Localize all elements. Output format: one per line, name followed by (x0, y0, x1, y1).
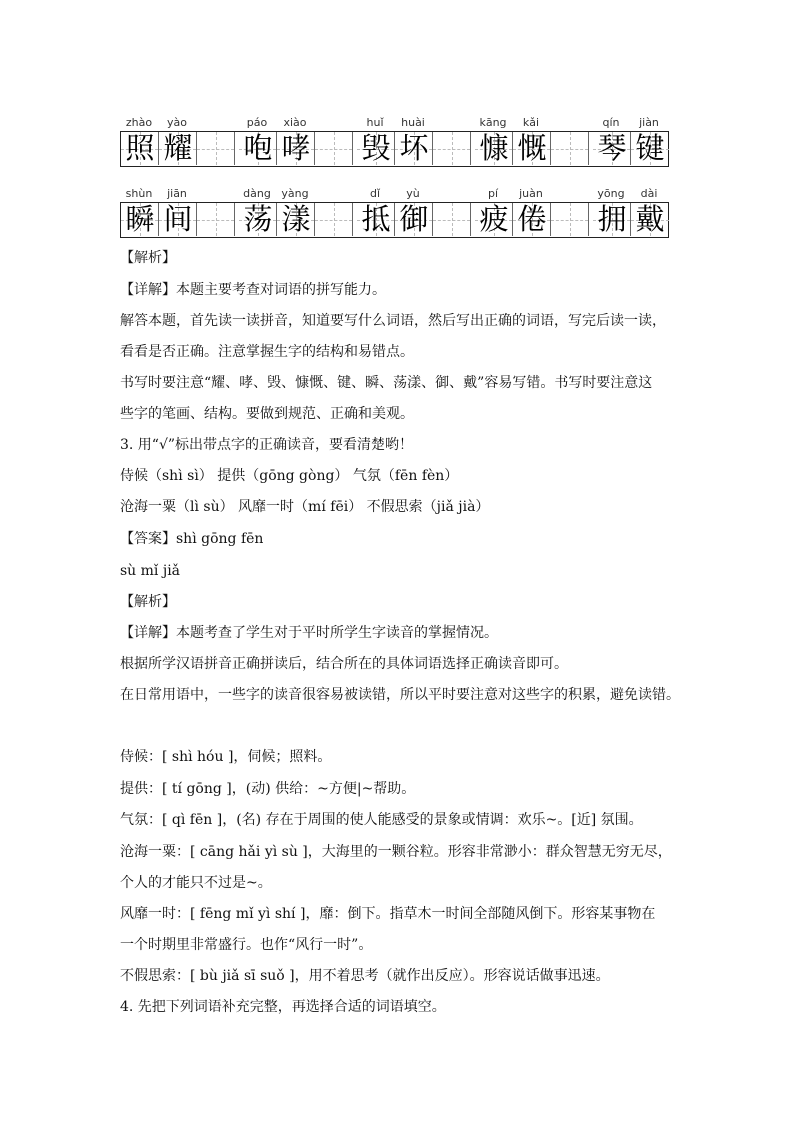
grid-cell (593, 132, 631, 165)
hanzi: 御 (399, 202, 429, 236)
pinyin: jiān (167, 187, 187, 200)
hanzi: 咆 (243, 131, 273, 165)
hanzi: 抵 (361, 202, 391, 236)
definition-line: 提供：[ tí gōng ]，(动) 供给：~方便|~帮助。 (120, 781, 416, 797)
grid-cell (239, 203, 277, 236)
grid-cell (197, 132, 235, 165)
grid-cell (121, 203, 159, 236)
definition-line: 个人的才能只不过是~。 (120, 875, 272, 891)
hanzi: 哮 (281, 131, 311, 165)
question-options-row-2: 沧海一粟（lì sù） 风靡一时（mí fēi） 不假思索（jiǎ jià） (120, 499, 490, 515)
pinyin: huǐ (366, 116, 384, 129)
grid-cell (315, 132, 353, 165)
grid-cell (593, 203, 631, 236)
definition-line: 气氛：[ qì fēn ]，(名) 存在于周围的使人能感受的景象或情调：欢乐~。[近] 氛围。 (120, 812, 643, 828)
grid-cell (239, 132, 277, 165)
hanzi: 键 (635, 131, 665, 165)
character-box-row (120, 131, 669, 167)
grid-cell (315, 203, 353, 236)
explanation-line: 根据所学汉语拼音正确拼读后，结合所在的具体词语选择正确读音即可。 (120, 656, 568, 672)
hanzi: 瞬 (125, 202, 155, 236)
grid-cell (631, 203, 669, 236)
pinyin: huài (401, 116, 425, 129)
hanzi: 照 (125, 131, 155, 165)
grid-cell (475, 203, 513, 236)
pinyin: yào (167, 116, 187, 129)
grid-cell (551, 132, 589, 165)
section-label: 【解析】 (120, 250, 176, 266)
pinyin: yù (406, 187, 420, 200)
hanzi: 慨 (517, 131, 547, 165)
pinyin: juàn (519, 187, 543, 200)
definition-line: 不假思索：[ bù jiǎ sī suǒ ]，用不着思考（就作出反应）。形容说话做事迅速。 (120, 968, 610, 984)
section-label: 【解析】 (120, 594, 176, 610)
hanzi: 慷 (479, 131, 509, 165)
pinyin: kāng (479, 116, 507, 129)
pinyin: dǐ (369, 187, 381, 200)
pinyin: páo (246, 116, 268, 129)
pinyin: qín (602, 116, 620, 129)
hanzi: 琴 (597, 131, 627, 165)
hanzi: 疲 (479, 202, 509, 236)
definition-line: 风靡一时：[ fēng mǐ yì shí ]，靡：倒下。指草木一时间全部随风倒下。形容某事物在 (120, 906, 656, 922)
grid-cell (395, 203, 433, 236)
pinyin: yàng (281, 187, 309, 200)
grid-cell (513, 203, 551, 236)
hanzi: 戴 (635, 202, 665, 236)
grid-cell (197, 203, 235, 236)
definition-line: 一个时期里非常盛行。也作“风行一时”。 (120, 937, 373, 953)
definition-line: 沧海一粟：[ cāng hǎi yì sù ]，大海里的一颗谷粒。形容非常渺小：群众智慧无穷无尽， (120, 844, 672, 860)
pinyin: jiàn (639, 116, 659, 129)
pinyin: yōng (597, 187, 625, 200)
question-3: 3. 用“√”标出带点字的正确读音，要看清楚哟！ (120, 437, 414, 453)
grid-cell (121, 132, 159, 165)
question-options-row-1: 侍候（shì sì） 提供（gōng gòng） 气氛（fēn fèn） (120, 468, 459, 484)
grid-cell (475, 132, 513, 165)
grid-cell (159, 203, 197, 236)
hanzi: 毁 (361, 131, 391, 165)
pinyin: xiào (283, 116, 307, 129)
grid-cell (513, 132, 551, 165)
hanzi: 拥 (597, 202, 627, 236)
grid-cell (631, 132, 669, 165)
grid-cell (551, 203, 589, 236)
explanation-line: 【详解】本题主要考查对词语的拼写能力。 (120, 282, 386, 298)
hanzi: 漾 (281, 202, 311, 236)
hanzi: 耀 (163, 131, 193, 165)
explanation-line: 解答本题，首先读一读拼音，知道要写什么词语，然后写出正确的词语，写完后读一读， (120, 313, 666, 329)
hanzi: 间 (163, 202, 193, 236)
pinyin: zhào (125, 116, 153, 129)
grid-cell (433, 132, 471, 165)
grid-cell (433, 203, 471, 236)
question-4: 4. 先把下列词语补充完整，再选择合适的词语填空。 (120, 999, 446, 1015)
pinyin-line (120, 116, 669, 130)
explanation-line: 在日常用语中，一些字的读音很容易被读错，所以平时要注意对这些字的积累，避免读错。 (120, 687, 680, 703)
character-box-row (120, 202, 669, 238)
grid-cell (159, 132, 197, 165)
definition-line: 侍候：[ shì hóu ]，伺候；照料。 (120, 749, 332, 765)
pinyin: kǎi (522, 116, 540, 129)
pinyin: dài (640, 187, 658, 200)
explanation-line: 【详解】本题考查了学生对于平时所学生字读音的掌握情况。 (120, 625, 498, 641)
pinyin: dàng (243, 187, 271, 200)
grid-cell (395, 132, 433, 165)
pinyin-line (120, 187, 669, 201)
pinyin: pí (487, 187, 499, 200)
explanation-line: 些字的笔画、结构。要做到规范、正确和美观。 (120, 406, 414, 422)
explanation-line: 书写时要注意“耀、哮、毁、慷慨、键、瞬、荡漾、御、戴”容易写错。书写时要注意这 (120, 375, 653, 391)
grid-cell (357, 203, 395, 236)
pinyin: shùn (125, 187, 153, 200)
grid-cell (277, 132, 315, 165)
hanzi: 倦 (517, 202, 547, 236)
grid-cell (357, 132, 395, 165)
hanzi: 坏 (399, 131, 429, 165)
hanzi: 荡 (243, 202, 273, 236)
answer-line: sù mǐ jiǎ (120, 563, 181, 579)
answer-line: 【答案】shì gōng fēn (120, 531, 264, 547)
grid-cell (277, 203, 315, 236)
explanation-line: 看看是否正确。注意掌握生字的结构和易错点。 (120, 344, 414, 360)
